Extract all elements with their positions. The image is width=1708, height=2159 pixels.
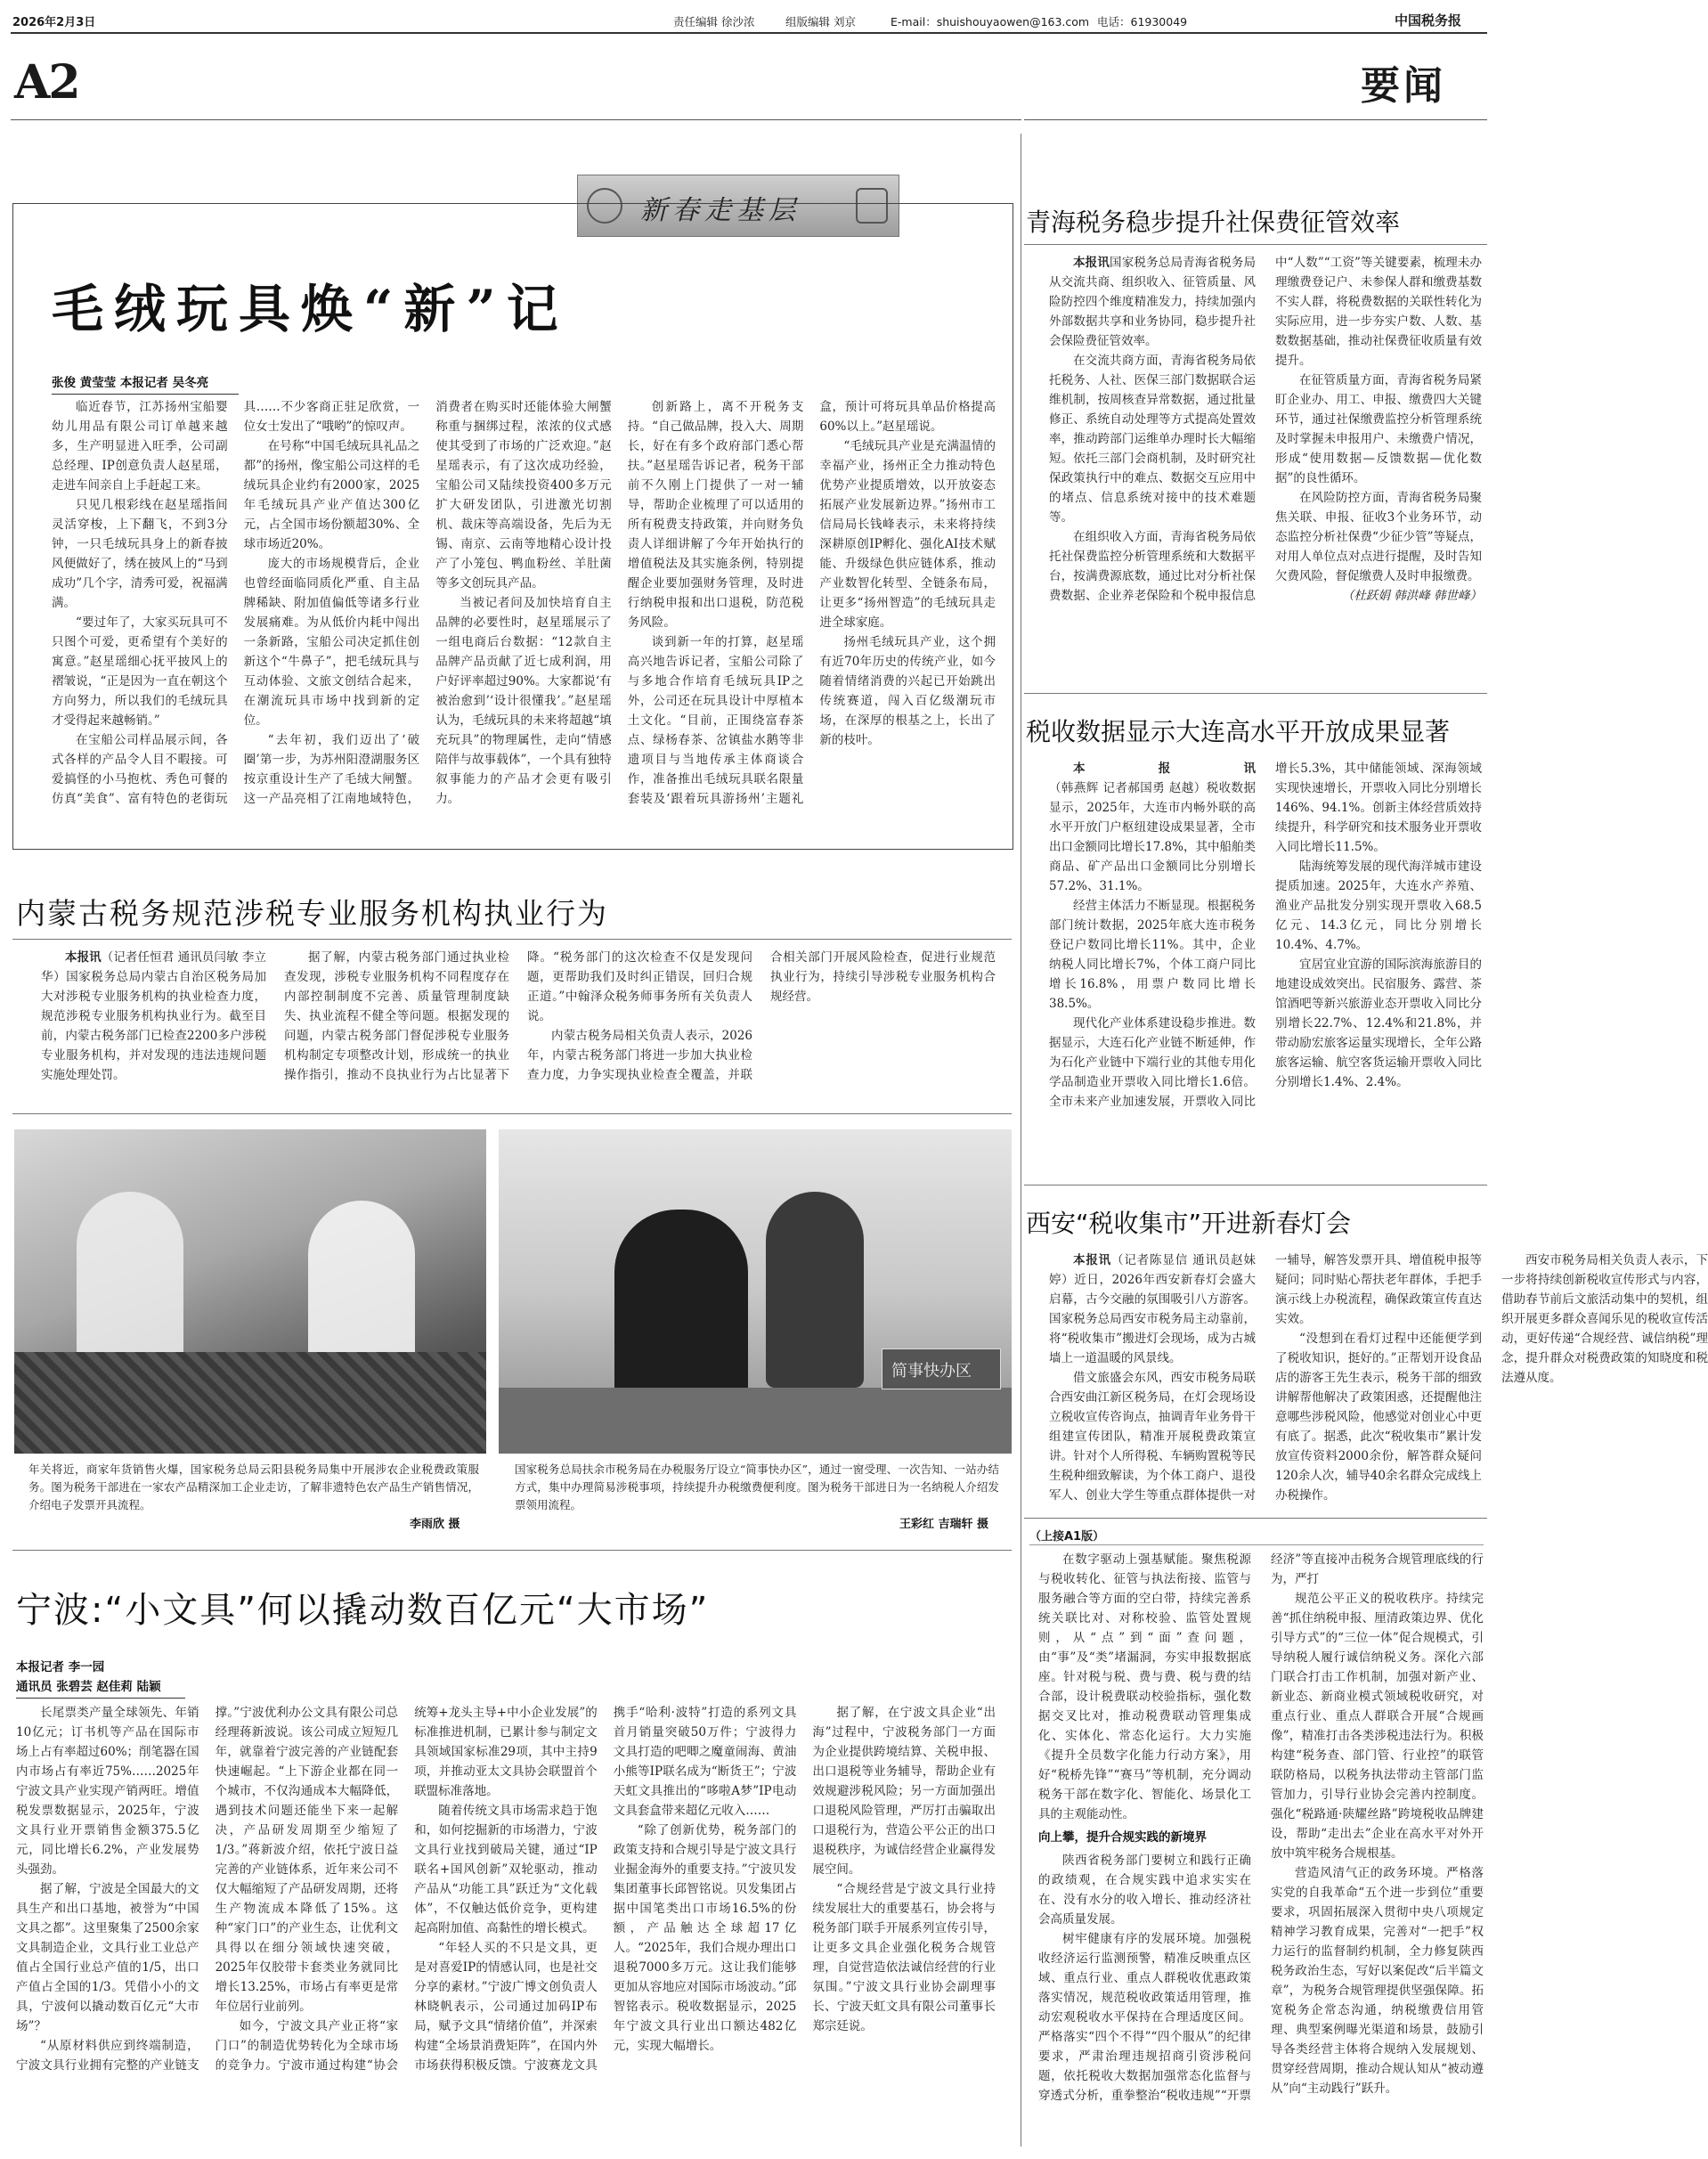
story-qinghai-body: [1049, 253, 1482, 679]
story-ningbo-paragraph: “年轻人买的不只是文具，更是对喜爱IP的情感认同，也是社交分享的素材。”宁波广博文创负责人林晓帆表示，公司通过加码IP布局，赋予文具“情绪价值”，并深索构建“全场景消费矩阵”，在国内外市场获得积极反馈。宁波赛龙文具携手“哈利·波特”打造的系列文具首月销量突破50万件；宁波得力文具打造的吧唧之魔童闹海、黄油小熊等IP联名成为“断货王”；宁波天虹文具推出的“哆啦A梦”IP电动文具套盒带来超亿元收入……: [414, 1706, 797, 2073]
story-ningbo-paragraph: 随着传统文具市场需求趋于饱和，如何挖掘新的市场潜力，宁波文具行业找到破局关键，通过“IP联名+国风创新”双轮驱动，推动产品从“功能工具”跃迁为“文化载体”，不仅触达低价竞争，更构建起高附加值、高黏性的增长模式。: [414, 1804, 598, 1935]
story-plush-paragraph: “毛绒玩具产业是充满温情的幸福产业，扬州正全力推动特色优势产业提质增效，以开放姿态拓展产业发展新边界。”扬州市工信局局长钱峰表示，未来将持续深耕原创IP孵化、强化AI技术赋能、升级绿色供应链体系，推动产业数智化转型、全链条布局，让更多“扬州智造”的毛绒玩具走进全球家庭。: [819, 439, 996, 630]
photo-left-produce-pile: [14, 1352, 486, 1454]
story-ningbo-title: 宁波:“小文具”何以撬动数百亿元“大市场”: [16, 1590, 710, 1631]
masthead-date: 2026年2月3日: [12, 16, 96, 29]
story-neimenggu-paragraph: 国家税务总局内蒙古自治区税务局加大对涉税专业服务机构的执业检查力度，规范涉税专业服务机构执业行为。截至目前，内蒙古税务部门已检查2200多户涉税专业服务机构，并对发现的违法违规问题实施处理处罚。: [41, 970, 267, 1082]
photo-left-credit: 李雨欣 摄: [410, 1518, 460, 1531]
masthead-rule: [11, 32, 1487, 34]
story-qinghai-rule: [1024, 244, 1487, 245]
continued-paragraph: 规范公平正义的税收秩序。持续完善“抓住纳税申报、厘清政策边界、优化引导方式”的“三位一体”促合规模式，引导纳税人履行诚信纳税义务。深化六部门联合打击工作机制，加强对新产业、新业态、新商业模式领域税收研究，对重点行业、重点人群联合开展“合规画像”，精准打击各类涉税违法行为。积极构建“税务查、部门管、行业控”的联管联防格局，以税务执法带动主管部门监管加力，引导行业协会完善内控制度。强化“税路通·陕耀丝路”跨境税收品牌建设，帮助“走出去”企业在高水平对外开放中筑牢税务合规根基。: [1271, 1592, 1484, 1861]
story-plush-paragraph: “要过年了，大家买玩具可不只图个可爱，更希望有个美好的寓意。”赵星瑶细心抚平披风上的褶皱说，“正是因为一直在朝这个方向努力，所以我们的毛绒玩具才受得起来越畅销。”: [52, 615, 228, 728]
story-dalian-lead: 本报讯: [1073, 762, 1256, 776]
page-number-rule: [11, 119, 1021, 120]
story-neimenggu-paragraph: 据了解，内蒙古税务部门通过执业检查发现，涉税专业服务机构不同程度存在内部控制制度不完善、质量管理制度缺失、执业流程不健全等问题。根据发现的问题，内蒙古税务部门督促涉税专业服务机构制定专项整改计划，形成统一的执业操作指引，推动不良执业行为占比显著下降。“税务部门的这次检查不仅是发现问题，更帮助我们及时纠正错误，回归合规正道。”中翰泽众税务师事务所有关负责人说。: [284, 950, 752, 1082]
story-neimenggu-bottom-rule: [12, 1113, 1012, 1114]
story-xian-bottom-rule: [1024, 1518, 1487, 1519]
story-neimenggu-paragraph: 内蒙古税务局相关负责人表示，2026年，内蒙古税务部门将进一步加大执业检查力度，力争实现执业检查全覆盖，并联合相关部门开展风险检查，促进行业规范执业行为，持续引导涉税专业服务机构合规经营。: [527, 950, 996, 1082]
story-neimenggu-title: 内蒙古税务规范涉税专业服务机构执业行为: [16, 896, 608, 931]
masthead-email: E-mail：shuishouyaowen@163.com: [891, 15, 1090, 29]
story-plush-paragraph: 在号称“中国毛绒玩具礼品之都”的扬州，像宝船公司这样的毛绒玩具企业约有2000家，2025年毛绒玩具产业产值达300亿元，占全国市场份额超30%、全球市场近20%。: [243, 439, 420, 551]
continued-subhead: 向上攀，提升合规实践的新境界: [1038, 1830, 1207, 1845]
continued-paragraph: 营造风清气正的政务环境。严格落实党的自我革命“五个进一步到位”重要要求，巩固拓展深入贯彻中央八项规定精神学习教育成果，完善对“一把手”权力运行的监督制约机制，全力修复陕西税务政治生态，写好以案促改“后半篇文章”，为税务合规管理提供坚强保障。拓宽税务企常态沟通，纳税缴费信用管理、典型案例曝光渠道和场景，鼓励引导各类经营主体将合规纳入发展规划、贯穿经营周期，推动合规认知从“被动遵从”向“主动践行”跃升。: [1271, 1866, 1484, 2096]
story-xian-paragraph: “没想到在看灯过程中还能便学到了税收知识，挺好的。”正帮划开设食品店的游客王先生表示，税务干部的细致讲解帮他解决了政策困惑，还提醒他注意哪些涉税风险，他感觉对创业心中更有底了。据悉，此次“税收集市”累计发放宣传资料2000余份，解答群众疑问120余人次，辅导40余名群众完成线上办税操作。: [1275, 1332, 1482, 1503]
story-dalian-paragraph: 现代化产业体系建设稳步推进。数据显示，大连石化产业链不断延伸，作为石化产业链中下端行业的其他专用化学品制造业开票收入同比增长1.6倍。全市未来产业加速发展，开票收入同比增长5.3%，其中储能领域、深海领域实现快速增长，开票收入同比分别增长146%、94.1%。创新主体经营质效持续提升，科学研究和技术服务业开票收入同比增长11.5%。: [1049, 762, 1482, 1109]
story-neimenggu-lead: 本报讯: [65, 950, 102, 965]
section-rule: [1024, 119, 1487, 120]
story-ningbo-byline-2: 通讯员 张碧芸 赵佳莉 陆颖: [16, 1680, 161, 1694]
story-neimenggu-reporters: （记者任恒君 通讯员闫敏 李立华）: [41, 950, 266, 984]
story-xian-paragraph: 近日，2026年西安新春灯会盛大启幕，古今交融的氛围吸引八方游客。国家税务总局西安市税务局主动靠前，将“税收集市”搬进灯会现场，成为古城墙上一道温暖的风景线。: [1049, 1273, 1256, 1365]
story-ningbo-byline-rule: [16, 1698, 185, 1699]
story-dalian-paragraph: 陆海统筹发展的现代海洋城市建设提质加速。2025年，大连水产养殖、渔业产品批发分别实现开票收入68.5亿元、14.3亿元，同比分别增长10.4%、4.7%。: [1275, 860, 1482, 952]
story-ningbo-paragraph: “合规经营是宁波文具行业持续发展壮大的重要基石，协会将与税务部门联手开展系列宣传引导，让更多文具企业强化税务合规管理，自觉营造依法诚信经营的行业氛围。”宁波文具行业协会副理事长、宁波天虹文具有限公司董事长郑宗廷说。: [812, 1882, 996, 2033]
story-ningbo-paragraph: 如今，宁波文具产业正将“家门口”的制造优势转化为全球市场的竞争力。宁波市通过构建“协会统筹+龙头主导+中小企业发展”的标准推进机制，已累计参与制定文具领域国家标准29项，其中主持9项，并推动亚太文具协会联盟首个联盟标准落地。: [215, 1706, 598, 2073]
story-ningbo-paragraph: 据了解，宁波是全国最大的文具生产和出口基地，被誉为“中国文具之都”。这里聚集了2500余家文具制造企业，文具行业工业总产值占全国行业总产值的1/5，出口产值占全国的1/3。凭借小小的文具，宁波何以撬动数百亿元“大市场”？: [16, 1882, 199, 2033]
story-qinghai-paragraph: 在组织收入方面，青海省税务局依托社保费监控分析管理系统和大数据平台，按满费源底数，通过比对分析社保费数据、企业养老保险和个税申报信息中“人数”“工资”等关键要素，梳理未办理缴费登记户、未参保人群和缴费基数不实人群，将税费数据的关联性转化为实际应用，进一步夯实户数、人数、基数数据基础，推动社保费征收质量有效提升。: [1049, 256, 1482, 603]
story-xian-reporters: （记者陈显信 通讯员赵妹婷）: [1049, 1253, 1257, 1287]
masthead-phone: 电话：61930049: [1097, 15, 1188, 29]
story-dalian-paragraph: 宜居宜业宜游的国际滨海旅游目的地建设成效突出。民宿服务、露营、茶馆酒吧等新兴旅游业态开票收入同比分别增长22.7%、12.4%和21.8%，并带动励宏旅客运量实现增长，全年公路旅客运输、航空客货运输开票收入同比分别增长1.4%、2.4%。: [1275, 957, 1482, 1089]
story-ningbo-byline-1: 本报记者 李一园: [16, 1660, 105, 1674]
continued-paragraph: 在数字驱动上强基赋能。聚焦税源与税收转化、征管与执法衔接、监管与服务融合等方面的空白带，持续完善系统关联比对、对称校验、监管处置规则，从“点”到“面”查问题，由“事”及“类”堵漏洞，夯实申报数据底座。针对税与税、费与费、税与费的结合部，设计税费联动校验指标，强化数据交叉比对，推动税费联动管理集成化、实体化、常态化运行。大力实施《提升全员数字化能力行动方案》，用好“税桥先锋”“赛马”等机制，充分调动税务干部在数字化、智能化、场景化工具的主观能动性。: [1038, 1552, 1251, 1821]
section-title: 要闻: [1361, 63, 1446, 109]
continued-paragraph: 树牢健康有序的发展环境。加强税收经济运行监测预警，精准反映重点区域、重点行业、重点人群税收优惠政策落实情况，规范税收政策适用管理，推动宏观税收水平保持在合理适度区间。严格落实“四个不得”“四个服从”的纪律要求，严肃治理违规招商引资涉税问题，依托税收大数据加强常态化监督与穿透式分析，重拳整治“税收违规”“开票经济”等直接冲击税务合规管理底线的行为，严打: [1038, 1552, 1484, 2103]
story-neimenggu-rule: [12, 939, 1012, 940]
story-plush-paragraph: 当被记者问及加快培育自主品牌的必要性时，赵星瑶展示了一组电商后台数据：“12款自主品牌产品贡献了近七成利润，用户好评率超过90%。大家都说‘有被治愈到’‘设计很懂我’。”赵星瑶认为，毛绒玩具的未来将超越“填充玩具”的物理属性，走向“情感陪伴与故事载体”，一个具有独特叙事能力的产品才会更有吸引力。: [435, 596, 612, 806]
story-qinghai-credit: （杜跃娟 韩洪峰 韩世峰）: [1341, 589, 1482, 603]
story-plush-byline-rule: [52, 394, 239, 395]
photo-right-sign: [882, 1348, 1001, 1389]
continued-label: （上接A1版）: [1029, 1530, 1105, 1544]
photo-right-officer-figure: [766, 1192, 864, 1388]
story-plush-paragraph: 庞大的市场规模背后，企业也曾经面临同质化严重、自主品牌稀缺、附加值偏低等诸多行业发展痛难。为从低价内耗中闯出一条新路，宝船公司决定抓住创新这个“牛鼻子”，把毛绒玩具与互动体验、文旅文创结合起来，在潮流玩具市场中找到新的定位。: [243, 557, 420, 728]
story-qinghai-paragraph: 在交流共商方面，青海省税务局依托税务、人社、医保三部门数据联合运维机制，按周核查异常数据，通过批量修正、系统自动处理等方式提高处置效率，推动跨部门运维单办理时长大幅缩短。依托三部门会商机制，及时研究社保政策执行中的难点、数据交互应用中的堵点、信息系统对接中的技术难题等。: [1049, 354, 1256, 525]
story-ningbo-paragraph: 长尾票类产量全球领先、年销10亿元；订书机等产品在国际市场上占有率超过60%；削笔器在国内市场占有率近75%……2025年宁波文具产业实现产销两旺。增值税发票数据显示，2025年，宁波文具行业开票销售金额375.5亿元，同比增长6.2%，产业发展势头强劲。: [16, 1706, 199, 1877]
story-dalian-reporters: （韩燕辉 记者郝国勇 赵越）: [1049, 781, 1207, 795]
story-plush-paragraph: “去年初，我们迈出了‘破圈’第一步，为苏州阳澄湖服务区按京重设计生产了毛绒大闸蟹。这一产品亮相了江南地域特色，消费者在购买时还能体验大闸蟹称重与捆绑过程，浓浓的仪式感使其受到了市场的广泛欢迎。”赵星瑶表示，有了这次成功经验，宝船公司又陆续投资400多万元扩大研发团队，引进激光切割机、裁床等高端设备，先后为无锡、南京、云南等地精心设计投产了小笼包、鸭血粉丝、羊肚菌等多文创玩具产品。: [243, 400, 612, 806]
story-xian-lead: 本报讯: [1073, 1253, 1112, 1267]
banner-label: 新春走基层: [640, 195, 801, 226]
story-xian-paragraph: 西安市税务局相关负责人表示，下一步将持续创新税收宣传形式与内容，借助春节前后文旅活动集中的契机，组织开展更多群众喜闻乐见的税收宣传活动，更好传递“合规经营、诚信纳税”理念，提升群众对税费政策的知晓度和税法遵从度。: [1501, 1253, 1708, 1385]
story-neimenggu-body: [41, 948, 996, 1104]
story-dalian-paragraph: 税收数据显示，2025年，大连市内畅外联的高水平开放门户枢纽建设成果显著，全市出口金额同比增长17.8%，其中船舶类商品、矿产品出口金额同比分别增长57.2%、31.1%。: [1049, 781, 1256, 893]
story-plush-byline: 张俊 黄莹莹 本报记者 吴冬亮: [52, 376, 209, 390]
story-qinghai-paragraph: 在征管质量方面，青海省税务局紧盯企业办、用工、申报、缴费四大关键环节，通过社保缴费监控分析管理系统及时掌握未申报用户、未缴费户情况，形成“使用数据—反馈数据—优化数据”的良性循环。: [1275, 373, 1482, 485]
photo-right-credit: 王彩红 吉瑞轩 摄: [899, 1518, 989, 1531]
masthead-layout: 组版编辑 刘京: [785, 15, 856, 29]
story-ningbo-paragraph: “除了创新优势，税务部门的政策支持和合规引导是宁波文具行业掘金海外的重要支持。”宁波贝发集团董事长邱智铭说。贝发集团占据中国笔类出口市场16.5%的份额，产品触达全球超17亿人。“2025年，我们合规办理出口退税7000多万元。这让我们能够更加从容地应对国际市场波动。”邱智铭表示。税收数据显示，2025年宁波文具行业出口额达482亿元，实现大幅增长。: [613, 1823, 797, 2053]
story-xian-paragraph: 借文旅盛会东风，西安市税务局联合西安曲江新区税务局，在灯会现场设立税收宣传咨询点，抽调青年业务骨干组建宣传团队，精准开展税费政策宣讲。针对个人所得税、车辆购置税等民生税种细致解读，为个体工商户、退役军人、创业大学生等重点群体提供一对一辅导，解答发票开具、增值税申报等疑问；同时贴心帮扶老年群体，手把手演示线上办税流程，确保政策宣传直达实效。: [1049, 1253, 1482, 1503]
story-plush-paragraph: 临近春节，江苏扬州宝船婴幼儿用品有限公司订单越来越多，生产明显进入旺季，公司副总经理、IP创意负责人赵星瑶，走进车间亲自上手赶起工来。: [52, 400, 228, 493]
story-plush-paragraph: 只见几根彩线在赵星瑶指间灵活穿梭，上下翻飞，不到3分钟，一只毛绒玩具身上的新春披风便做好了，绣在披风上的“马到成功”几个字，清秀可爱，祝福满满。: [52, 498, 228, 610]
story-dalian-body: [1049, 759, 1482, 1176]
story-plush-paragraph: 在宝船公司样品展示间，各式各样的产品令人目不暇接。可爱搞怪的小马抱枕、秀色可餐的仿真“美食”、富有特色的老街玩具……不少客商正驻足欣赏，一位女士发出了“哦哟”的惊叹声。: [52, 400, 420, 806]
continued-body: [1038, 1550, 1484, 2148]
story-plush-paragraph: 谈到新一年的打算，赵星瑶高兴地告诉记者，宝船公司除了与多地合作培育毛绒玩具IP之外，公司还在玩具设计中厚植本土文化。“目前，正围绕富春茶点、绿杨春茶、岔镇盐水鹅等非遗项目与当地传承主体商谈合作，准备推出毛绒玩具联名限量套装及‘跟着玩具游扬州’主题礼盒，预计可将玩具单品价格提高60%以上。”赵星瑶说。: [627, 400, 996, 806]
masthead-editor: 责任编辑 徐沙浓: [673, 15, 755, 29]
photo-right-caption: 国家税务总局扶余市税务局在办税服务厅设立“简事快办区”，通过一窗受理、一次告知、一站办结方式，集中办理简易涉税事项，持续提升办税缴费便利度。图为税务干部进日为一名纳税人介绍发票领用流程。: [515, 1462, 999, 1511]
story-xian-title: 西安“税收集市”开进新春灯会: [1026, 1209, 1352, 1238]
story-qinghai-paragraph: 国家税务总局青海省税务局从交流共商、组织收入、征管质量、风险防控四个维度精准发力，持续加强内外部数据共享和业务协同，稳步提升社会保险费征管效率。: [1049, 256, 1257, 348]
story-qinghai-lead: 本报讯: [1073, 256, 1110, 270]
continued-rule: [1029, 1544, 1484, 1545]
story-plush-body: [52, 397, 996, 837]
photo-right-tax-hall: [499, 1129, 1012, 1454]
story-qinghai-bottom-rule: [1024, 693, 1487, 694]
story-plush-title: 毛绒玩具焕“新”记: [52, 279, 569, 339]
photo-left-worker-figure: [77, 1192, 183, 1370]
story-ningbo-paragraph: “从原材料供应到终端制造，宁波文具行业拥有完整的产业链支撑。”宁波优利办公文具有限公司总经理蒋新波说。该公司成立短短几年，就靠着宁波完善的产业链配套快速崛起。“上下游企业都在同一个城市，不仅沟通成本大幅降低，遇到技术问题还能坐下来一起解决，产品研发周期至少缩短了1/3。”蒋新波介绍，依托宁波日益完善的产业链体系，近年来公司不仅大幅缩短了产品研发周期，还将生产物流成本降低了15%。这种“家门口”的产业生态，让优利文具得以在细分领域快速突破，2025年仅胶带卡套类业务就同比增长13.25%，市场占有率更是常年位居行业前列。: [16, 1706, 399, 2073]
story-xian-body: [1049, 1251, 1708, 1511]
photo-right-counter: [499, 1388, 1012, 1454]
story-ningbo-paragraph: 据了解，在宁波文具企业“出海”过程中，宁波税务部门一方面为企业提供跨境结算、关税申报、出口退税等业务辅导，帮助企业有效规避涉税风险；另一方面加强出口退税风险管理，严厉打击骗取出口退税行为，营造公平公正的出口退税秩序，为诚信经营企业赢得发展空间。: [812, 1706, 996, 1877]
story-dalian-paragraph: 经营主体活力不断显现。根据税务部门统计数据，2025年底大连市税务登记户数同比增长11%。其中，企业纳税人同比增长7%，个体工商户同比增长16.8%，用票户数同比增长38.5%。: [1049, 899, 1256, 1011]
story-qinghai-paragraph: 在风险防控方面，青海省税务局聚焦关联、申报、征收3个业务环节，动态监控分析社保费“少征少管”等疑点，对用人单位点对点进行提醒，及时告知欠费风险，督促缴费人及时申报缴费。: [1275, 491, 1482, 583]
story-ningbo-body: [16, 1703, 996, 2148]
photos-bottom-rule: [12, 1550, 1012, 1551]
continued-paragraph: 陕西省税务部门要树立和践行正确的政绩观，在合规实践中追求实实在在、没有水分的收入增长、推动经济社会高质量发展。: [1038, 1853, 1251, 1927]
story-plush-paragraph: 扬州毛绒玩具产业，这个拥有近70年历史的传统产业，如今随着情绪消费的兴起已开始跳出传统赛道，闯入百亿级潮玩市场，在深厚的根基之上，长出了新的枝叶。: [819, 635, 996, 747]
masthead-paper: 中国税务报: [1395, 12, 1462, 29]
photo-left-farm-products: [14, 1129, 486, 1454]
story-dalian-title: 税收数据显示大连高水平开放成果显著: [1026, 717, 1451, 746]
page-number: A2: [14, 55, 79, 110]
story-plush-paragraph: 创新路上，离不开税务支持。“自己做品牌，投入大、周期长，好在有多个政府部门悉心帮扶。”赵星瑶告诉记者，税务干部前不久刚上门提供了一对一辅导，帮助企业梳理了可以适用的所有税费支持政策，并向财务负责人详细讲解了今年开始执行的增值税法及其实施条例，特别提醒企业要加强财务管理，及时进行纳税申报和出口退税，防范税务风险。: [627, 400, 804, 630]
photo-left-caption: 年关将近，商家年货销售火爆，国家税务总局云阳县税务局集中开展涉农企业税费政策服务。图为税务干部进在一家农产品精深加工企业走访，了解非遗特色农产品生产销售情况，介绍电子发票开具流程。: [28, 1462, 479, 1511]
photo-right-sign-text: 简事快办区: [891, 1362, 972, 1381]
story-qinghai-title: 青海税务稳步提升社保费征管效率: [1026, 208, 1401, 237]
